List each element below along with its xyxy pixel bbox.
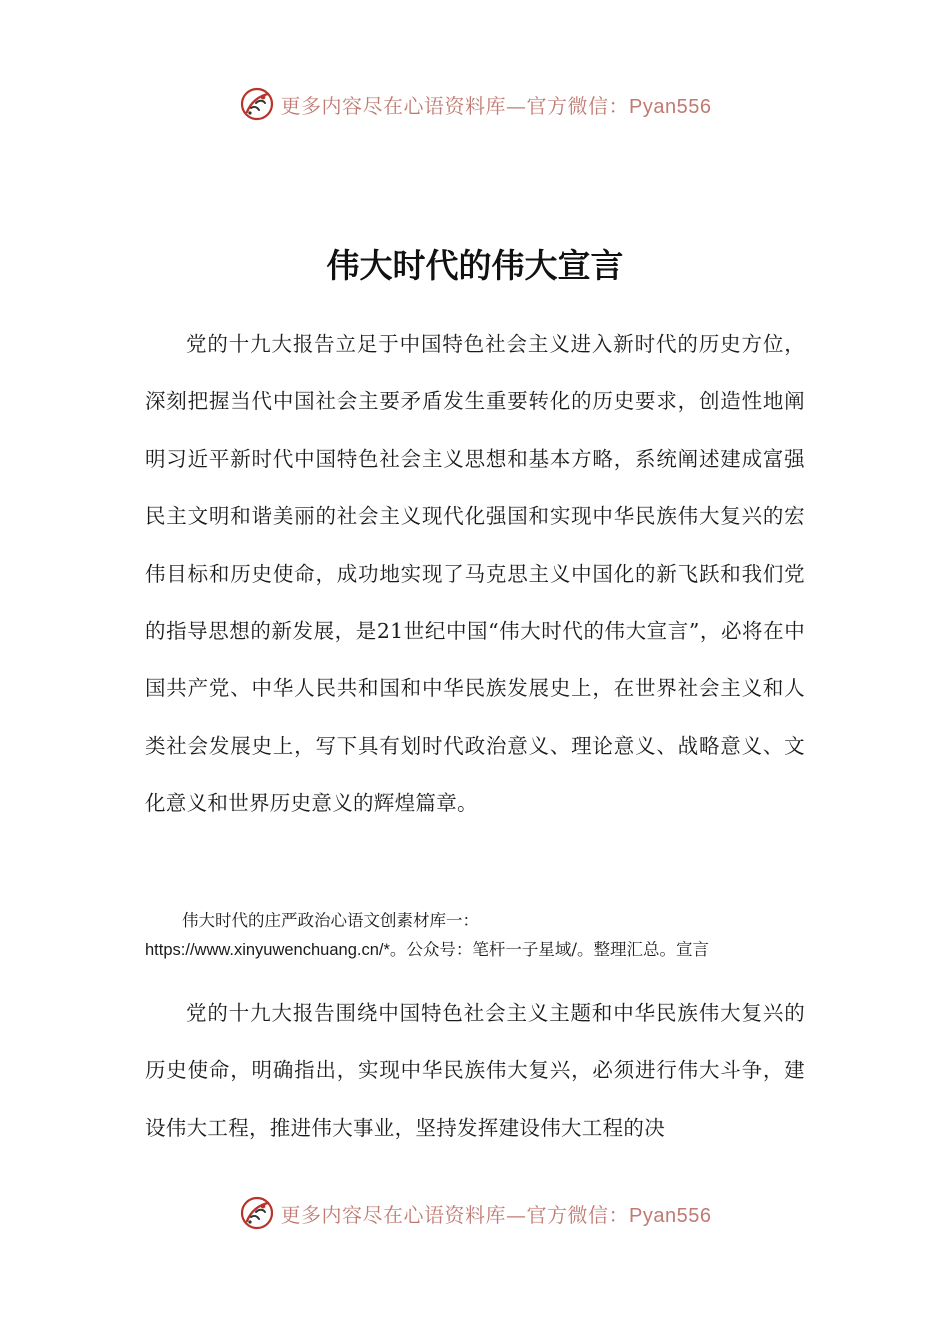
source-note (145, 906, 805, 965)
source-note-rest: 。公众号：笔杆一子星域/。整理汇总。宣言 (389, 940, 709, 959)
page-title: 伟大时代的伟大宣言 (326, 246, 624, 285)
footer-banner (0, 1189, 950, 1237)
source-url-link[interactable]: https://www.xinyuwenchuang.cn/* (145, 941, 390, 959)
wechat-id: Pyan556 (629, 1204, 712, 1227)
banner-text: 更多内容尽在心语资料库—官方微信：Pyan556 (280, 1202, 712, 1227)
wechat-id: Pyan556 (629, 95, 712, 118)
source-note-line-1: 伟大时代的庄严政治心语文创素材库一： (182, 911, 479, 930)
tree-logo-icon (239, 1195, 275, 1231)
source-note-line-2 (145, 935, 805, 965)
body-paragraph-1: 党的十九大报告立足于中国特色社会主义进入新时代的历史方位，深刻把握当代中国社会主要矛盾发生重要转化的历史要求，创造性地阐明习近平新时代中国特色社会主义思想和基本方略，系统阐述建成富强民主文明和谐美丽的社会主义现代化强国和实现中华民族伟大复兴的宏伟目标和历史使命，成功地实现了马克思主义中国化的新飞跃和我们党的指导思想的新发展，是21世纪中国“伟大时代的伟大宣言”，必将在中国共产党、中华人民共和国和中华民族发展史上，在世界社会主义和人类社会发展史上，写下具有划时代政治意义、理论意义、战略意义、文化意义和世界历史意义的辉煌篇章。 (145, 332, 805, 816)
tree-logo-icon (239, 86, 275, 122)
banner-text: 更多内容尽在心语资料库—官方微信：Pyan556 (280, 93, 712, 118)
body-paragraph-2: 党的十九大报告围绕中国特色社会主义主题和中华民族伟大复兴的历史使命，明确指出，实现中华民族伟大复兴，必须进行伟大斗争，建设伟大工程，推进伟大事业，坚持发挥建设伟大工程的决 (145, 1001, 805, 1140)
header-banner (0, 80, 950, 128)
